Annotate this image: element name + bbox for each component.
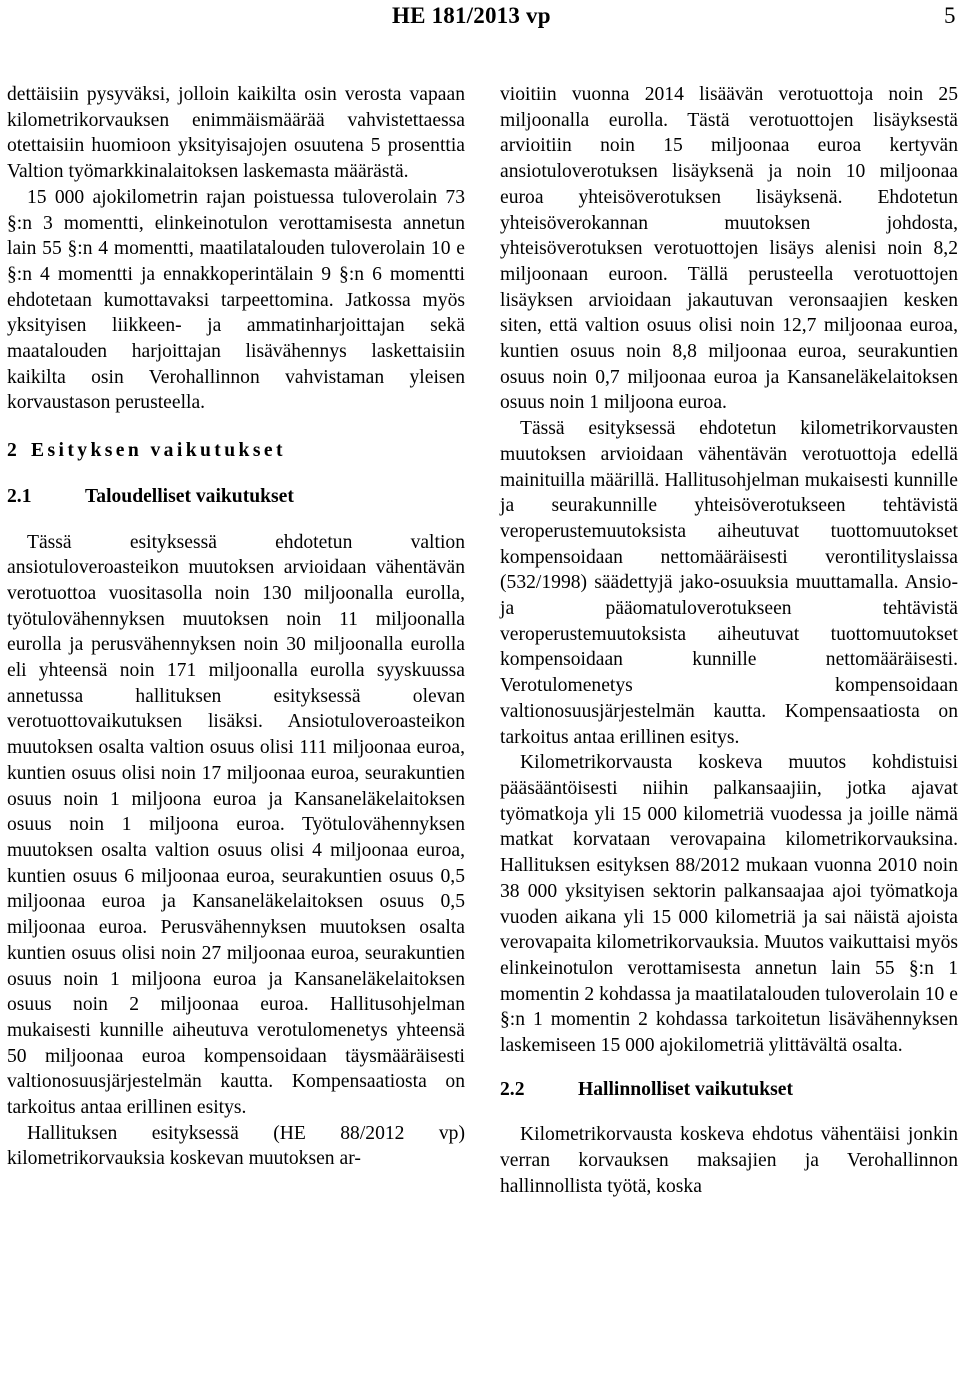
paragraph: vioitiin vuonna 2014 lisäävän verotuottoja noin 25 miljoonalla eurolla. Tästä verotuottojen lisäyksestä arvioitiin noin 15 miljoonaa euroa kertyvän ansiotuloverotuksen lisäyksenä ja noin 10 miljoonaa euroa yhteisöverotuksen lisäyksenä. Ehdotetun yhteisöverokannan muutoksen johdosta, yhteisöverotuksen verotuottojen lisäys alenisi noin 8,2 miljoonaan euroon. Tällä perusteella verotuottojen lisäyksen arvioidaan jakautuvan veronsaajien kesken siten, että valtion osuus olisi noin 12,7 miljoonaa euroa, kuntien osuus noin 8,8 miljoonaa euroa, seurakuntien osuus noin 0,7 miljoonaa euroa ja Kansaneläkelaitoksen osuus noin 1 miljoona euroa. [500,84,958,414]
paragraph: dettäisiin pysyväksi, jolloin kaikilta osin verosta vapaan kilometrikorvauksen enimmäismäärää vahvistettaessa otettaisiin huomioon yksityisajojen osuutena 5 prosenttia Valtion työmarkkinalaitoksen laskemasta määrästä. [7,84,465,183]
right-column [500,82,958,1200]
subsection-title: Hallinnolliset vaikutukset [578,1078,794,1100]
subsection-number: 2.2 [500,1078,525,1100]
paragraph: Kilometrikorvausta koskeva ehdotus vähentäisi jonkin verran korvauksen maksajien ja Verohallinnon hallinnollista työtä, koska [500,1124,958,1197]
subsection-title: Taloudelliset vaikutukset [85,485,294,507]
page-number: 5 [944,3,956,28]
paragraph: Hallituksen esityksessä (HE 88/2012 vp) kilometrikorvauksia koskevan muutoksen ar- [7,1122,465,1170]
left-column [7,82,465,1172]
subsection-number: 2.1 [7,485,32,507]
page-header [0,3,960,29]
paragraph: Tässä esityksessä ehdotetun kilometrikorvausten muutoksen arvioidaan vähentävän verotuottoja edellä mainituilla määrillä. Hallitusohjelman mukaisesti kunnille ja seurakunnille yhteisöverotukseen tehtävistä veroperustemuutoksista aiheutuvat tuottomuutokset kompensoidaan nettomääräisesti verontilityslaissa (532/1998) säädettyjä jako-osuuksia muuttamalla. Ansio- ja pääomatuloverotukseen tehtävistä veroperustemuutoksista aiheutuvat tuottomuutokset kompensoidaan kunnille nettomääräisesti. Verotulomenetys kompensoidaan valtionosuusjärjestelmän kautta. Kompensaatiosta on tarkoitus antaa erillinen esitys. [500,418,958,748]
paragraph: Tässä esityksessä ehdotetun valtion ansiotuloveroasteikon muutoksen arvioidaan vähentävän verotuottoa vuositasolla noin 130 miljoonalla eurolla, työtulovähennyksen muutoksen noin 11 miljoonalla eurolla ja perusvähennyksen noin 30 miljoonalla eurolla eli yhteensä noin 171 miljoonalla eurolla syyskuussa annetussa hallituksen esityksessä olevan verotuottovaikutuksen lisäksi. Ansiotuloveroasteikon muutoksen osalta valtion osuus olisi 111 miljoonaa euroa, kuntien osuus olisi noin 17 miljoonaa euroa, seurakuntien osuus noin 1 miljoona euroa ja Kansaneläkelaitoksen osuus noin 1 miljoona euroa. Työtulovähennyksen muutoksen osalta valtion osuus olisi 4 miljoonaa euroa, kuntien osuus 6 miljoonaa euroa, seurakuntien osuus 0,5 miljoonaa euroa ja Kansaneläkelaitoksen osuus 0,5 miljoonaa euroa. Perusvähennyksen muutoksen osalta kuntien osuus olisi noin 27 miljoonaa euroa, seurakuntien osuus noin 1 miljoona euroa ja Kansaneläkelaitoksen osuus noin 2 miljoonaa euroa. Hallitusohjelman mukaisesti kunnille aiheutuva verotulomenetys yhteensä 50 miljoonaa euroa kompensoidaan täysmääräisesti valtionosuusjärjestelmän kautta. Kompensaatiosta on tarkoitus antaa erillinen esitys. [7,531,465,1119]
section-heading [7,438,465,464]
paragraph: Kilometrikorvausta koskeva muutos kohdistuisi pääsääntöisesti niihin palkansaajiin, jotka ajavat työmatkoja yli 15 000 kilometriä vuodessa ja joille nämä matkat korvataan verovapaina kilometrikorvauksina. Hallituksen esityksen 88/2012 mukaan vuonna 2010 noin 38 000 yksityisen sektorin palkansaajaa ajoi työmatkoja vuoden aikana yli 15 000 kilometriä ja sai näistä ajoista verovapaita kilometrikorvauksia. Muutos vaikuttaisi myös elinkeinotulon verottamisesta annetun lain 55 §:n 1 momentin 2 kohdassa ja maatilatalouden tuloverolain 10 e §:n 1 momentin 2 kohdassa tarkoitetun lisävähennyksen laskemiseen 15 000 ajokilometriä ylittävältä osalta. [500,752,958,1057]
document-id: HE 181/2013 vp [392,3,551,28]
subsection-heading [500,1077,958,1103]
section-title: Esityksen vaikutukset [31,440,286,462]
section-number: 2 [7,440,17,462]
subsection-heading [7,484,465,510]
paragraph: 15 000 ajokilometrin rajan poistuessa tuloverolain 73 §:n 3 momentti, elinkeinotulon verottamisesta annetun lain 55 §:n 4 momentti, maatilatalouden tuloverolain 10 e §:n 4 momentti ja ennakkoperintälain 9 §:n 6 momentti ehdotetaan kumottavaksi tarpeettomina. Jatkossa myös yksityisen liikkeen- ja ammatinharjoittajan sekä maatalouden harjoittajan lisävähennys laskettaisiin kaikilta osin Verohallinnon vahvistaman yleisen korvaustason perusteella. [7,186,465,414]
